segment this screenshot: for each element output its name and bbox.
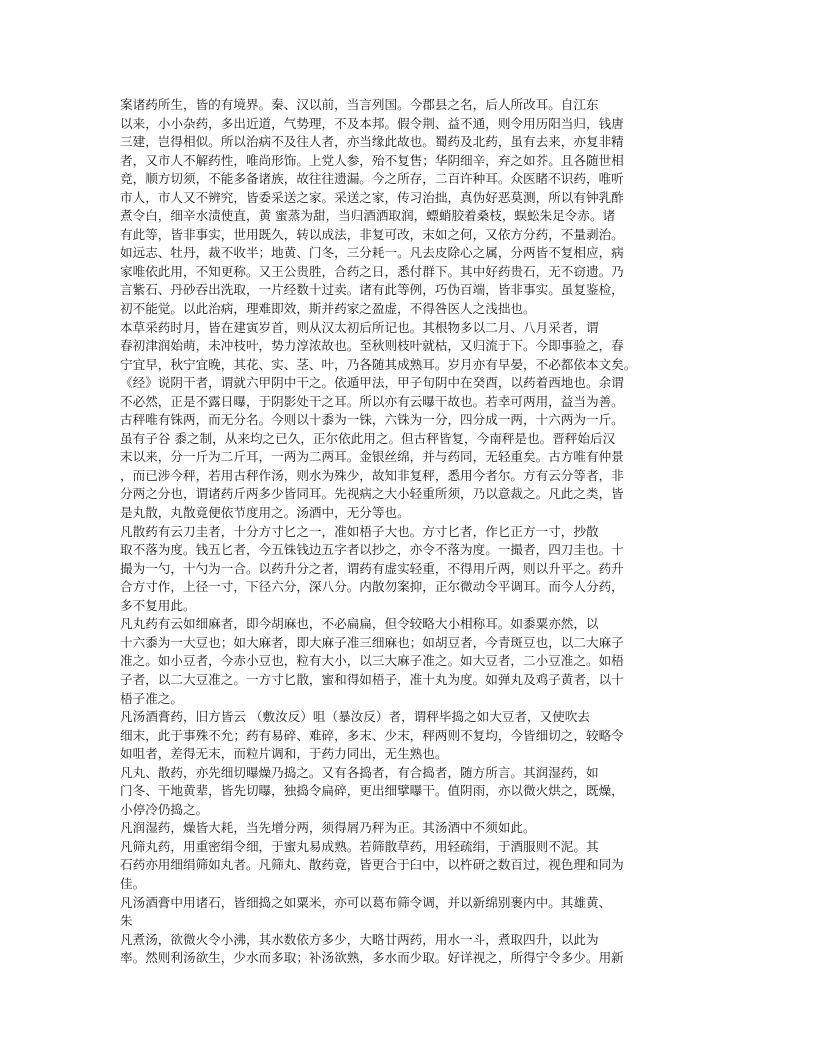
text-line: 凡散药有云刀圭者，十分方寸匕之一，准如梧子大也。方寸匕者，作匕正方一寸，抄散 (120, 523, 599, 539)
text-line: 细末，此于事殊不允；药有易碎、难碎，多末、少末，秤两则不复均，今皆细切之，较略令 (120, 727, 624, 743)
text-line: 案诸药所生，皆的有境界。秦、汉以前，当言列国。今郡县之名，后人所改耳。自江东 (120, 97, 599, 112)
text-line: 佳。 (120, 875, 146, 891)
text-line: 如远志、牡丹，裁不收半；地黄、门冬，三分耗一。凡去皮除心之属，分两皆不复相应，病 (120, 245, 624, 261)
text-line: 小停冷仍捣之。 (120, 801, 209, 817)
text-line: 门冬、干地黄辈，皆先切曝，独捣令扁碎，更出细擘曝干。值阴雨，亦以微火烘之，既燥， (120, 783, 624, 799)
text-line: 合方寸作，上径一寸，下径六分，深八分。内散勿案抑，正尔微动令平调耳。而今人分药， (120, 579, 624, 595)
text-line: 准之。如小豆者，今赤小豆也，粒有大小，以三大麻子准之。如大豆者，二小豆准之。如梧 (120, 653, 624, 669)
text-line: 凡汤酒膏药，旧方皆云 （敷汝反）咀（暴汝反）者，谓秤毕捣之如大豆者，又使吹去 (120, 709, 590, 725)
text-line: 古秤唯有铢两，而无分名。今则以十黍为一铢，六铢为一分，四分成一两，十六两为一斤。 (120, 412, 624, 428)
document-page (120, 96, 700, 968)
text-line: 多不复用此。 (120, 597, 196, 613)
text-line: 凡汤酒膏中用诸石，皆细捣之如粟米，亦可以葛布筛令调，并以新绵别裹内中。其雄黄、 (120, 894, 612, 910)
text-line: 市人，市人又不辨究，皆委采送之家。采送之家，传习治拙，真伪好恶莫测，所以有钟乳酢 (120, 189, 624, 205)
text-line: 言紫石、丹砂吞出洗取，一片经数十过卖。诸有此等例，巧伪百端，皆非事实。虽复鉴检， (120, 282, 624, 298)
text-line: 分两之分也，谓诸药斤两多少皆同耳。先视病之大小轻重所须，乃以意裁之。凡此之类，皆 (120, 486, 624, 502)
text-line: 者，又市人不解药性，唯尚形饰。上党人参，殆不复售；华阴细辛，弃之如芥。且各随世相 (120, 152, 624, 168)
text-line: 凡丸药有云如细麻者，即今胡麻也，不必扁扁，但令较略大小相称耳。如黍粟亦然，以 (120, 616, 599, 632)
text-line: 《经》说阴干者，谓就六甲阴中干之。依遁甲法，甲子旬阴中在癸酉，以药着西地也。余谓 (120, 375, 624, 391)
text-line: 不必然，正是不露日曝，于阴影处干之耳。所以亦有云曝干故也。若幸可两用，益当为善。 (120, 393, 624, 409)
text-line: 家唯依此用，不知更称。又王公贵胜，合药之日，悉付群下。其中好药贵石，无不窃遗。乃 (120, 263, 624, 279)
text-line: 子者，以二大豆准之。一方寸匕散，蜜和得如梧子，准十丸为度。如弹丸及鸡子黄者，以十 (120, 671, 624, 687)
text-line: 有此等，皆非事实，世用既久，转以成法，非复可改，末如之何，又依方分药，不量剥治。 (120, 226, 624, 242)
text-line: 十六黍为一大豆也；如大麻者，即大麻子准三细麻也；如胡豆者，今青斑豆也，以二大麻子 (120, 634, 624, 650)
text-line: 凡润湿药，燥皆大耗，当先增分两，须得屑乃秤为正。其汤酒中不须如此。 (120, 820, 536, 836)
text-line: 末以来，分一斤为二斤耳，一两为二两耳。金银丝绵，并与药同，无轻重矣。古方唯有仲景 (120, 449, 624, 465)
text-line: 撮为一勺，十勺为一合。以药升分之者，谓药有虚实轻重，不得用斤两，则以升平之。药升 (120, 560, 624, 576)
text-line: ，而已涉今秤，若用古秤作汤，则水为殊少，故知非复秤，悉用今者尔。方有云分等者，非 (120, 467, 624, 483)
text-line: 朱 (120, 913, 133, 929)
text-line: 取不落为度。钱五匕者，今五铢钱边五字者以抄之，亦令不落为度。一撮者，四刀圭也。十 (120, 542, 624, 558)
text-line: 率。然则利汤欲生，少水而多取；补汤欲熟，多水而少取。好详视之，所得宁令多少。用新 (120, 950, 624, 966)
text-line: 虽有子谷 黍之制，从来均之已久，正尔依此用之。但古秤皆复，今南秤是也。晋秤始后汉 (120, 430, 616, 446)
text-line: 石药亦用细绢筛如丸者。凡筛丸、散药竟，皆更合于臼中，以杵研之数百过，视色理和同为 (120, 857, 624, 873)
text-line: 煮令白，细辛水渍使直，黄 蜜蒸为甜，当归酒洒取润，螵蛸胶着桑枝，蜈蚣朱足令赤。诸 (120, 208, 616, 224)
text-line: 如咀者，差得无末，而粒片调和，于药力同出，无生熟也。 (120, 746, 448, 762)
text-line: 梧子准之。 (120, 690, 183, 706)
text-line: 是丸散，丸散竟便依节度用之。汤酒中，无分等也。 (120, 505, 410, 521)
text-line: 凡筛丸药，用重密绢令细，于蜜丸易成熟。若筛散草药，用轻疏绢，于酒服则不泥。其 (120, 838, 599, 854)
text-line: 本草采药时月，皆在建寅岁首，则从汉太初后所记也。其根物多以二月、八月采者，谓 (120, 319, 599, 335)
text-line: 春初津润始萌，未冲枝叶，势力淳浓故也。至秋则枝叶就枯，又归流于下。今即事验之，春 (120, 338, 624, 354)
text-line: 三建，岂得相似。所以治病不及往人者，亦当缘此故也。蜀药及北药，虽有去来，亦复非精 (120, 134, 624, 150)
text-line: 初不能觉。以此治病，理难即效，斯并药家之盈虚，不得咎医人之浅拙也。 (120, 301, 536, 317)
text-line: 竞，顺方切须，不能多备诸族，故往往遗漏。今之所存，二百许种耳。众医睹不识药，唯听 (120, 171, 624, 187)
text-line: 宁宜早，秋宁宜晚，其花、实、茎、叶，乃各随其成熟耳。岁月亦有早晏，不必都依本文矣。 (120, 356, 637, 372)
text-line: 凡丸、散药，亦先细切曝燥乃捣之。又有各捣者，有合捣者，随方所言。其润湿药，如 (120, 764, 599, 780)
text-line: 以来，小小杂药，多出近道，气势理，不及本邦。假令荆、益不通，则令用历阳当归，钱唐 (120, 115, 624, 131)
text-line: 凡煮汤，欲微火令小沸，其水数依方多少，大略廿两药，用水一斗，煮取四升，以此为 (120, 931, 599, 947)
